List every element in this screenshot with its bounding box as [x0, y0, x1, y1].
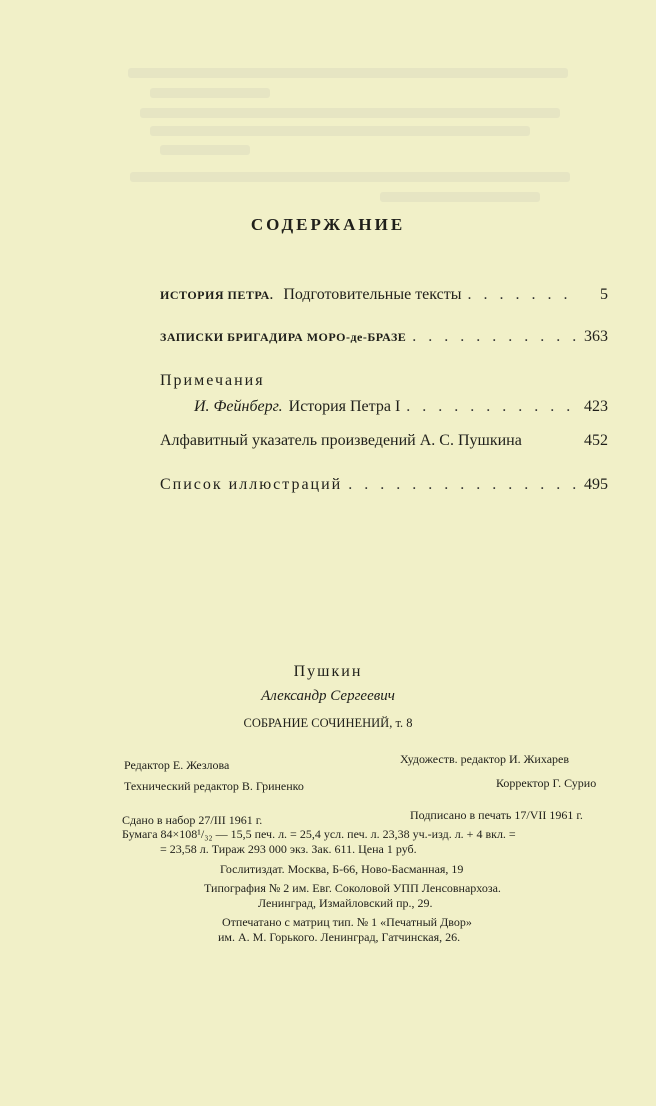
paper-info-line1: Бумага 84×108¹/₃₂ — 15,5 печ. л. = 25,4 усл. печ. л. 23,38 уч.-изд. л. + 4 вкл. =	[122, 827, 516, 841]
show-through-text	[140, 108, 560, 118]
toc-section-notes: Примечания	[160, 372, 265, 389]
author-name: Александр Сергеевич	[261, 688, 395, 704]
toc-leader	[412, 328, 576, 346]
toc-title: История Петра I	[288, 398, 401, 415]
toc-title-caps: ЗАПИСКИ БРИГАДИРА МОРО-де-БРАЗЕ	[160, 330, 407, 344]
toc-leader	[406, 398, 576, 416]
editor: Редактор Е. Жезлова	[124, 758, 230, 772]
art-editor: Художеств. редактор И. Жихарев	[400, 752, 570, 766]
toc-page-number: 423	[584, 398, 608, 415]
toc-entry	[160, 432, 608, 450]
work-title: СОБРАНИЕ СОЧИНЕНИЙ, т. 8	[243, 716, 413, 730]
author-surname: Пушкин	[293, 663, 363, 680]
printer-line1: Типография № 2 им. Евг. Соколовой УПП Ленсовнархоза.	[204, 881, 501, 895]
signed-date: Подписано в печать 17/VII 1961 г.	[410, 808, 583, 822]
show-through-text	[380, 192, 540, 202]
tech-editor: Технический редактор В. Гриненко	[124, 779, 304, 793]
toc-leader	[468, 286, 577, 304]
toc-entry	[160, 476, 608, 494]
show-through-text	[160, 145, 250, 155]
publisher: Гослитиздат. Москва, Б-66, Ново-Басманная, 19	[220, 862, 464, 876]
show-through-text	[128, 68, 568, 78]
typeset-date: Сдано в набор 27/III 1961 г.	[122, 813, 263, 827]
toc-page-number: 495	[584, 476, 608, 493]
toc-title: Подготовительные тексты	[283, 286, 462, 303]
printed-line2: им. А. М. Горького. Ленинград, Гатчинская, 26.	[218, 930, 461, 944]
show-through-text	[130, 172, 570, 182]
toc-title: Алфавитный указатель произведений А. С. Пушкина	[160, 432, 522, 449]
toc-entry	[194, 398, 608, 416]
printer-line2: Ленинград, Измайловский пр., 29.	[258, 896, 433, 910]
proofreader: Корректор Г. Сурио	[496, 776, 597, 790]
toc-leader	[348, 476, 576, 494]
contents-heading: СОДЕРЖАНИЕ	[250, 215, 406, 234]
toc-page-number: 5	[600, 286, 608, 303]
show-through-text	[150, 88, 270, 98]
paper-info-line2: = 23,58 л. Тираж 293 000 экз. Зак. 611. Цена 1 руб.	[160, 842, 417, 856]
show-through-text	[150, 126, 530, 136]
toc-title-caps: ИСТОРИЯ ПЕТРА.	[160, 288, 274, 302]
toc-author: И. Фейнберг.	[194, 398, 283, 415]
toc-title: Список иллюстраций	[160, 476, 343, 493]
printed-line1: Отпечатано с матриц тип. № 1 «Печатный Двор»	[222, 915, 472, 929]
toc-page-number: 452	[584, 432, 608, 449]
toc-entry	[160, 286, 608, 304]
toc-page-number: 363	[584, 328, 608, 345]
toc-entry	[160, 328, 608, 346]
